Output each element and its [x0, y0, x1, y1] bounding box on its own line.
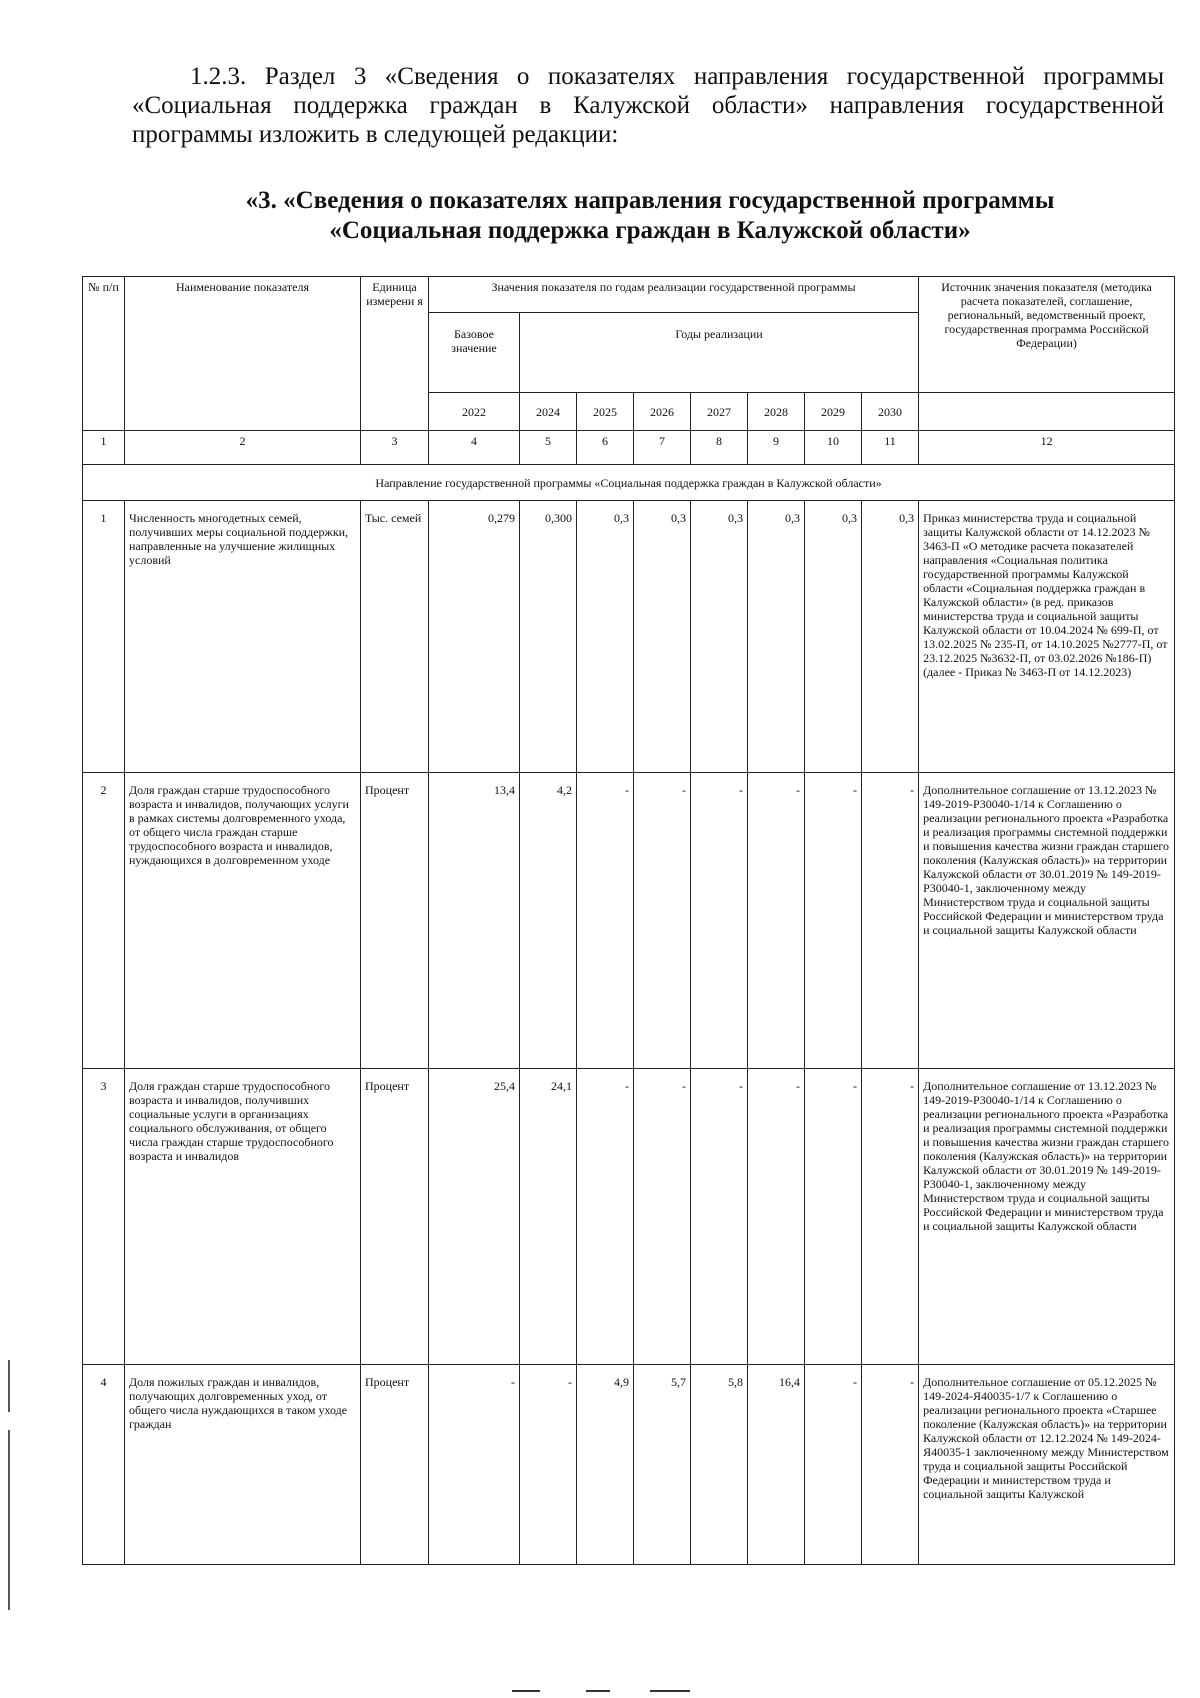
header-base-value: Базовое значение	[429, 313, 520, 393]
value-2028: -	[748, 773, 805, 1069]
indicator-name: Численность многодетных семей, получивших меры социальной поддержки, направленные на улучшение жилищных условий	[125, 501, 361, 773]
intro-paragraph	[132, 62, 1164, 149]
value-2029: -	[805, 1365, 862, 1565]
scan-edge-mark	[8, 1430, 10, 1610]
col-num-3: 3	[361, 431, 429, 465]
heading-line-2: «Социальная поддержка граждан в Калужской области»	[329, 217, 971, 244]
col-num-11: 11	[862, 431, 919, 465]
col-num-9: 9	[748, 431, 805, 465]
value-2029: -	[805, 1069, 862, 1365]
col-num-6: 6	[577, 431, 634, 465]
header-values: Значения показателя по годам реализации государственной программы	[429, 277, 919, 313]
col-num-10: 10	[805, 431, 862, 465]
value-2027: -	[691, 773, 748, 1069]
value-base: 13,4	[429, 773, 520, 1069]
value-2025: 0,3	[577, 501, 634, 773]
year-2024: 2024	[520, 393, 577, 431]
row-number: 4	[83, 1365, 125, 1565]
table-row	[83, 773, 1175, 1069]
row-number: 3	[83, 1069, 125, 1365]
col-num-7: 7	[634, 431, 691, 465]
intro-text: 1.2.3. Раздел 3 «Сведения о показателях направления государственной программы «Социальная поддержка граждан в Калужской области» направления государственной программы изложить в следующей редакции:	[132, 63, 1164, 148]
scan-footer-mark	[586, 1690, 610, 1692]
indicator-source: Приказ министерства труда и социальной защиты Калужской области от 14.12.2023 № 3463-П «О методике расчета показателей направления «Социальная политика государственной программы Калужской области «Социальная поддержка граждан в Калужской области» (в ред. приказов министерства труда и социальной защиты Калужской области от 10.04.2024 № 699-П, от 13.02.2025 № 235-П, от 14.10.2025 №2777-П, от 23.12.2025 №3632-П, от 03.02.2026 №186-П) (далее - Приказ № 3463-П от 14.12.2023)	[919, 501, 1175, 773]
unit: Процент	[361, 1069, 429, 1365]
col-num-2: 2	[125, 431, 361, 465]
indicator-name: Доля граждан старше трудоспособного возраста и инвалидов, получающих услуги в рамках системы долговременного ухода, от общего числа граждан старше трудоспособного возраста и инвалидов, нуждающихся в долговременном уходе	[125, 773, 361, 1069]
section-heading	[130, 186, 1170, 246]
col-num-8: 8	[691, 431, 748, 465]
header-source-blank	[919, 393, 1175, 431]
value-2030: -	[862, 1365, 919, 1565]
indicator-source: Дополнительное соглашение от 05.12.2025 № 149-2024-Я40035-1/7 к Соглашению о реализации регионального проекта «Старшее поколение (Калужская область)» на территории Калужской области от 12.12.2024 № 149-2024-Я40035-1 заключенному между Министерством труда и социальной защиты Российской Федерации и министерством труда и социальной защиты Калужской	[919, 1365, 1175, 1565]
table-row	[83, 501, 1175, 773]
row-number: 2	[83, 773, 125, 1069]
value-2028: -	[748, 1069, 805, 1365]
value-2030: -	[862, 1069, 919, 1365]
value-2027: 5,8	[691, 1365, 748, 1565]
value-2025: -	[577, 773, 634, 1069]
value-2029: 0,3	[805, 501, 862, 773]
year-2029: 2029	[805, 393, 862, 431]
header-number: № п/п	[83, 277, 125, 431]
year-2025: 2025	[577, 393, 634, 431]
value-2030: -	[862, 773, 919, 1069]
value-2025: -	[577, 1069, 634, 1365]
year-2028: 2028	[748, 393, 805, 431]
header-indicator-name: Наименование показателя	[125, 277, 361, 431]
header-row-1	[83, 277, 1175, 313]
column-numbers-row	[83, 431, 1175, 465]
value-base: -	[429, 1365, 520, 1565]
heading-line-1: «3. «Сведения о показателях направления государственной программы	[245, 187, 1055, 214]
value-base: 0,279	[429, 501, 520, 773]
value-2024: -	[520, 1365, 577, 1565]
indicator-name: Доля пожилых граждан и инвалидов, получающих долговременных уход, от общего числа нуждающихся в таком уходе граждан	[125, 1365, 361, 1565]
col-num-5: 5	[520, 431, 577, 465]
indicator-source: Дополнительное соглашение от 13.12.2023 № 149-2019-P30040-1/14 к Соглашению о реализации регионального проекта «Разработка и реализация программы системной поддержки и повышения качества жизни граждан старшего поколения (Калужская область)» на территории Калужской области от 30.01.2019 № 149-2019-P30040-1, заключенному между Министерством труда и социальной защиты Российской Федерации и министерством труда и социальной защиты Калужской области	[919, 1069, 1175, 1365]
indicator-name: Доля граждан старше трудоспособного возраста и инвалидов, получивших социальные услуги в организациях социального обслуживания, от общего числа граждан старше трудоспособного возраста и инвалидов	[125, 1069, 361, 1365]
indicators-table	[82, 276, 1175, 1565]
value-2029: -	[805, 773, 862, 1069]
value-2028: 0,3	[748, 501, 805, 773]
header-source: Источник значения показателя (методика расчета показателей, соглашение, региональный, ведомственный проект, государственная программа Российской Федерации)	[919, 277, 1175, 393]
row-number: 1	[83, 501, 125, 773]
value-2027: 0,3	[691, 501, 748, 773]
unit: Процент	[361, 1365, 429, 1565]
scan-edge-mark	[8, 1360, 10, 1412]
year-2026: 2026	[634, 393, 691, 431]
year-2030: 2030	[862, 393, 919, 431]
col-num-4: 4	[429, 431, 520, 465]
header-years: Годы реализации	[520, 313, 919, 393]
col-num-1: 1	[83, 431, 125, 465]
value-2030: 0,3	[862, 501, 919, 773]
unit: Тыс. семей	[361, 501, 429, 773]
value-2024: 4,2	[520, 773, 577, 1069]
col-num-12: 12	[919, 431, 1175, 465]
value-2026: -	[634, 773, 691, 1069]
value-2026: -	[634, 1069, 691, 1365]
value-2024: 0,300	[520, 501, 577, 773]
scan-footer-mark	[512, 1690, 540, 1692]
value-2025: 4,9	[577, 1365, 634, 1565]
table-row	[83, 1365, 1175, 1565]
year-2027: 2027	[691, 393, 748, 431]
value-2026: 5,7	[634, 1365, 691, 1565]
scan-footer-mark	[650, 1690, 690, 1692]
unit: Процент	[361, 773, 429, 1069]
header-unit: Единица измерени я	[361, 277, 429, 431]
value-2027: -	[691, 1069, 748, 1365]
year-base: 2022	[429, 393, 520, 431]
section-row	[83, 465, 1175, 501]
table-row	[83, 1069, 1175, 1365]
value-2024: 24,1	[520, 1069, 577, 1365]
value-2028: 16,4	[748, 1365, 805, 1565]
section-title: Направление государственной программы «Социальная поддержка граждан в Калужской области»	[83, 465, 1175, 501]
value-2026: 0,3	[634, 501, 691, 773]
indicator-source: Дополнительное соглашение от 13.12.2023 № 149-2019-P30040-1/14 к Соглашению о реализации регионального проекта «Разработка и реализация программы системной поддержки и повышения качества жизни граждан старшего поколения (Калужская область)» на территории Калужской области от 30.01.2019 № 149-2019-P30040-1, заключенному между Министерством труда и социальной защиты Российской Федерации и министерством труда и социальной защиты Калужской области	[919, 773, 1175, 1069]
value-base: 25,4	[429, 1069, 520, 1365]
